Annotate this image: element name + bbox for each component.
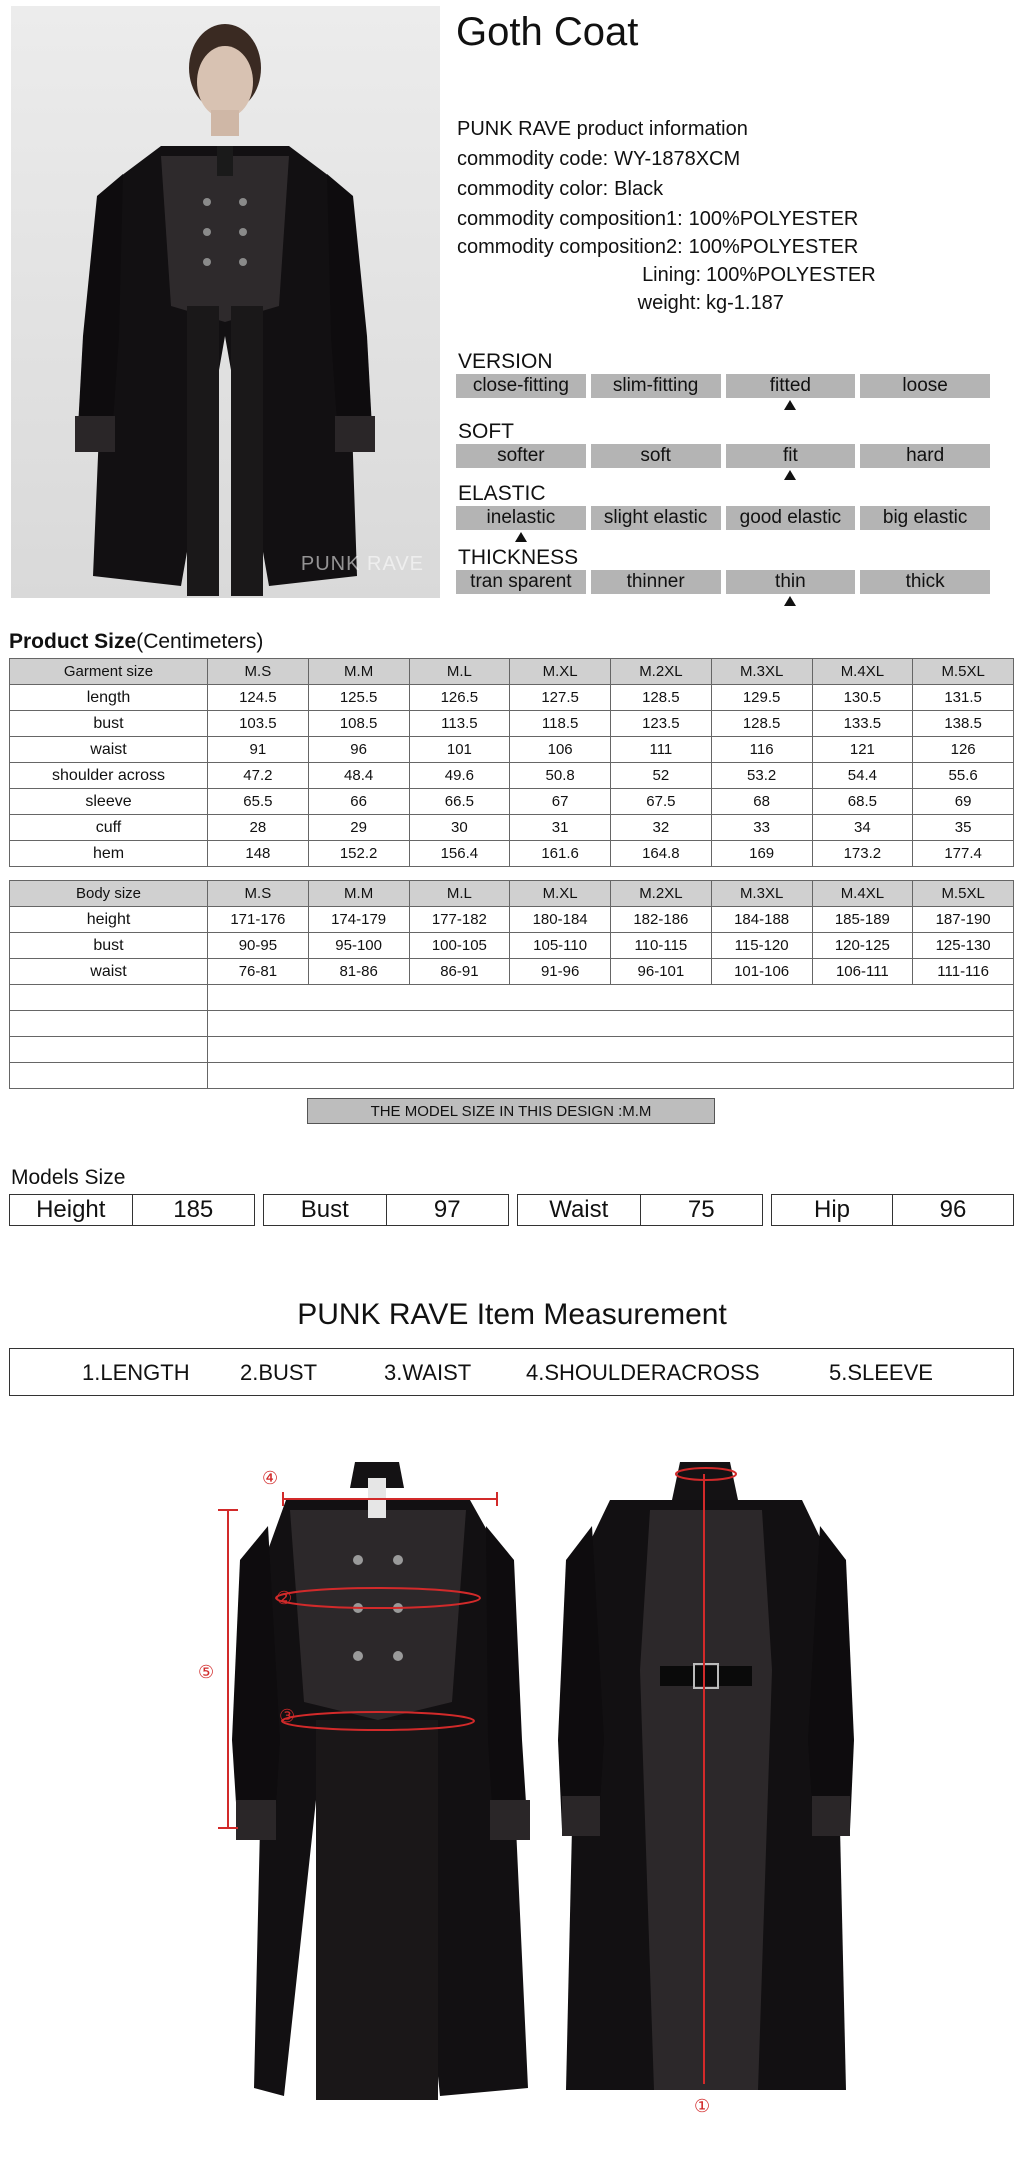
- measurement-title: PUNK RAVE Item Measurement: [297, 1298, 727, 1331]
- scale-option: close-fitting: [456, 374, 586, 398]
- row-label: hem: [10, 841, 208, 867]
- models-size-heading: Models Size: [11, 1166, 126, 1189]
- size-header: M.M: [308, 659, 409, 685]
- size-header: M.S: [208, 881, 309, 907]
- model-bust-value: 97: [433, 1196, 461, 1223]
- scale-thickness: [456, 570, 990, 594]
- row-label: sleeve: [10, 789, 208, 815]
- scale-thickness-label: THICKNESS: [458, 546, 579, 569]
- scale-option: slim-fitting: [591, 374, 721, 398]
- table-cell: 124.5: [208, 685, 309, 711]
- garment-size-table: [9, 658, 1014, 867]
- table-cell: 171-176: [208, 907, 309, 933]
- table-cell: 111: [611, 737, 712, 763]
- info-heading: PUNK RAVE product information: [457, 118, 748, 140]
- product-size-title: Product Size: [9, 630, 137, 653]
- table-cell: 113.5: [409, 711, 510, 737]
- table-cell: 173.2: [812, 841, 913, 867]
- measurement-item-length: 1.LENGTH: [82, 1360, 190, 1385]
- table-cell: 118.5: [510, 711, 611, 737]
- table-row: [10, 907, 1014, 933]
- scale-option: thick: [860, 570, 990, 594]
- product-photo: [11, 6, 440, 598]
- info-composition2: commodity composition2: 100%POLYESTER: [457, 236, 859, 258]
- table-cell: 177.4: [913, 841, 1014, 867]
- table-cell: 49.6: [409, 763, 510, 789]
- scale-version-label: VERSION: [458, 350, 553, 373]
- table-cell: 106-111: [812, 959, 913, 985]
- table-cell: 106: [510, 737, 611, 763]
- size-header: M.S: [208, 659, 309, 685]
- row-label: cuff: [10, 815, 208, 841]
- table-cell: 81-86: [308, 959, 409, 985]
- table-row: [10, 933, 1014, 959]
- table-cell: 47.2: [208, 763, 309, 789]
- table-cell: 96: [308, 737, 409, 763]
- table-cell: 69: [913, 789, 1014, 815]
- table-cell: 156.4: [409, 841, 510, 867]
- size-header: M.4XL: [812, 881, 913, 907]
- measurement-item-bust: 2.BUST: [240, 1360, 318, 1385]
- table-cell: 138.5: [913, 711, 1014, 737]
- table-cell: 115-120: [711, 933, 812, 959]
- table-row: [10, 711, 1014, 737]
- row-label: length: [10, 685, 208, 711]
- product-title: Goth Coat: [456, 10, 639, 54]
- table-cell: 184-188: [711, 907, 812, 933]
- row-label: waist: [10, 737, 208, 763]
- info-composition1: commodity composition1: 100%POLYESTER: [457, 208, 859, 230]
- table-cell: 100-105: [409, 933, 510, 959]
- empty-row: [10, 985, 1014, 1011]
- scale-option: fitted: [726, 374, 856, 398]
- table-cell: 33: [711, 815, 812, 841]
- scale-option: loose: [860, 374, 990, 398]
- table-row: [10, 685, 1014, 711]
- table-cell: 126: [913, 737, 1014, 763]
- size-header: M.L: [409, 659, 510, 685]
- coat-back-illustration: [558, 1462, 854, 2090]
- table-cell: 66.5: [409, 789, 510, 815]
- body-size-header: Body size: [10, 881, 208, 907]
- table-cell: 76-81: [208, 959, 309, 985]
- table-cell: 129.5: [711, 685, 812, 711]
- table-cell: 182-186: [611, 907, 712, 933]
- info-lining-value: 100%POLYESTER: [706, 264, 876, 286]
- scale-soft: [456, 444, 990, 468]
- table-cell: 152.2: [308, 841, 409, 867]
- size-header: M.XL: [510, 659, 611, 685]
- size-header: M.3XL: [711, 659, 812, 685]
- table-cell: 161.6: [510, 841, 611, 867]
- model-height-value: 185: [173, 1196, 214, 1223]
- table-cell: 32: [611, 815, 712, 841]
- size-header: M.5XL: [913, 659, 1014, 685]
- table-cell: 108.5: [308, 711, 409, 737]
- marker-bust-icon: ②: [276, 1588, 293, 1609]
- table-cell: 91-96: [510, 959, 611, 985]
- scale-version-marker: [784, 400, 796, 410]
- table-cell: 185-189: [812, 907, 913, 933]
- table-cell: 34: [812, 815, 913, 841]
- scale-option: big elastic: [860, 506, 990, 530]
- table-cell: 103.5: [208, 711, 309, 737]
- measurement-item-sleeve: 5.SLEEVE: [829, 1360, 933, 1385]
- table-cell: 130.5: [812, 685, 913, 711]
- table-cell: 125.5: [308, 685, 409, 711]
- scale-version: [456, 374, 990, 398]
- table-row: [10, 815, 1014, 841]
- scale-option: thinner: [591, 570, 721, 594]
- measurement-item-shoulder: 4.SHOULDERACROSS: [526, 1360, 760, 1385]
- scale-option: tran sparent: [456, 570, 586, 594]
- table-cell: 29: [308, 815, 409, 841]
- scale-elastic-marker: [515, 532, 527, 542]
- model-hip-value: 96: [939, 1196, 967, 1223]
- scale-option: fit: [726, 444, 856, 468]
- product-size-unit: (Centimeters): [136, 630, 264, 653]
- model-bust-box: [263, 1194, 509, 1226]
- model-height-box: [9, 1194, 255, 1226]
- scale-option: slight elastic: [591, 506, 721, 530]
- row-label: height: [10, 907, 208, 933]
- table-cell: 128.5: [711, 711, 812, 737]
- empty-row: [10, 1063, 1014, 1089]
- empty-row: [10, 1037, 1014, 1063]
- model-waist-key: Waist: [518, 1195, 641, 1225]
- table-cell: 53.2: [711, 763, 812, 789]
- table-cell: 111-116: [913, 959, 1014, 985]
- table-cell: 126.5: [409, 685, 510, 711]
- table-cell: 52: [611, 763, 712, 789]
- info-lining-label: Lining:: [642, 264, 701, 286]
- measurement-diagram: [0, 1440, 1024, 2130]
- table-cell: 91: [208, 737, 309, 763]
- table-cell: 164.8: [611, 841, 712, 867]
- model-hip-box: [771, 1194, 1014, 1226]
- size-header: M.XL: [510, 881, 611, 907]
- table-cell: 68.5: [812, 789, 913, 815]
- table-row: [10, 959, 1014, 985]
- table-cell: 105-110: [510, 933, 611, 959]
- row-label: waist: [10, 959, 208, 985]
- scale-option: hard: [860, 444, 990, 468]
- table-cell: 55.6: [913, 763, 1014, 789]
- table-row: [10, 737, 1014, 763]
- scale-option: good elastic: [726, 506, 856, 530]
- table-cell: 125-130: [913, 933, 1014, 959]
- coat-front-illustration: [232, 1462, 530, 2100]
- table-cell: 68: [711, 789, 812, 815]
- size-header: M.5XL: [913, 881, 1014, 907]
- marker-length-icon: ①: [694, 2096, 711, 2117]
- table-cell: 86-91: [409, 959, 510, 985]
- table-cell: 90-95: [208, 933, 309, 959]
- info-commodity-code: commodity code: WY-1878XCM: [457, 148, 741, 170]
- table-cell: 67: [510, 789, 611, 815]
- scale-option: soft: [591, 444, 721, 468]
- table-row: [10, 841, 1014, 867]
- empty-row: [10, 1011, 1014, 1037]
- table-cell: 180-184: [510, 907, 611, 933]
- product-size-heading: [9, 630, 263, 654]
- marker-waist-icon: ③: [279, 1706, 296, 1727]
- table-cell: 148: [208, 841, 309, 867]
- table-cell: 177-182: [409, 907, 510, 933]
- table-cell: 187-190: [913, 907, 1014, 933]
- table-cell: 169: [711, 841, 812, 867]
- table-cell: 67.5: [611, 789, 712, 815]
- scale-soft-label: SOFT: [458, 420, 514, 443]
- row-label: shoulder across: [10, 763, 208, 789]
- model-height-key: Height: [10, 1195, 133, 1225]
- scale-option: inelastic: [456, 506, 586, 530]
- table-cell: 127.5: [510, 685, 611, 711]
- table-cell: 30: [409, 815, 510, 841]
- info-weight-label: weight:: [637, 292, 701, 314]
- model-hip-key: Hip: [772, 1195, 893, 1225]
- scale-elastic: [456, 506, 990, 530]
- size-header: M.M: [308, 881, 409, 907]
- scale-option: softer: [456, 444, 586, 468]
- row-label: bust: [10, 711, 208, 737]
- marker-sleeve-icon: ⑤: [198, 1662, 215, 1683]
- table-cell: 65.5: [208, 789, 309, 815]
- table-cell: 66: [308, 789, 409, 815]
- table-cell: 50.8: [510, 763, 611, 789]
- table-cell: 101: [409, 737, 510, 763]
- info-weight-value: kg-1.187: [706, 292, 784, 314]
- body-size-table: [9, 880, 1014, 1089]
- table-cell: 174-179: [308, 907, 409, 933]
- scale-option: thin: [726, 570, 856, 594]
- table-cell: 28: [208, 815, 309, 841]
- table-cell: 95-100: [308, 933, 409, 959]
- table-cell: 48.4: [308, 763, 409, 789]
- scale-elastic-label: ELASTIC: [458, 482, 546, 505]
- brand-watermark: PUNK RAVE: [300, 553, 424, 575]
- model-bust-key: Bust: [264, 1195, 387, 1225]
- table-cell: 54.4: [812, 763, 913, 789]
- model-waist-value: 75: [687, 1196, 715, 1223]
- row-label: bust: [10, 933, 208, 959]
- size-header: M.3XL: [711, 881, 812, 907]
- garment-size-header: Garment size: [10, 659, 208, 685]
- table-cell: 131.5: [913, 685, 1014, 711]
- table-cell: 96-101: [611, 959, 712, 985]
- scale-soft-marker: [784, 470, 796, 480]
- table-cell: 101-106: [711, 959, 812, 985]
- table-cell: 31: [510, 815, 611, 841]
- size-header: M.4XL: [812, 659, 913, 685]
- table-cell: 123.5: [611, 711, 712, 737]
- table-cell: 121: [812, 737, 913, 763]
- model-size-note: THE MODEL SIZE IN THIS DESIGN :M.M: [307, 1098, 715, 1124]
- info-commodity-color: commodity color: Black: [457, 178, 664, 200]
- size-header: M.L: [409, 881, 510, 907]
- size-header: M.2XL: [611, 659, 712, 685]
- model-waist-box: [517, 1194, 763, 1226]
- table-cell: 128.5: [611, 685, 712, 711]
- size-header: M.2XL: [611, 881, 712, 907]
- table-cell: 35: [913, 815, 1014, 841]
- measurement-item-waist: 3.WAIST: [384, 1360, 472, 1385]
- marker-shoulder-icon: ④: [262, 1468, 279, 1489]
- table-row: [10, 789, 1014, 815]
- scale-thickness-marker: [784, 596, 796, 606]
- table-cell: 116: [711, 737, 812, 763]
- table-cell: 133.5: [812, 711, 913, 737]
- table-row: [10, 763, 1014, 789]
- table-cell: 110-115: [611, 933, 712, 959]
- table-cell: 120-125: [812, 933, 913, 959]
